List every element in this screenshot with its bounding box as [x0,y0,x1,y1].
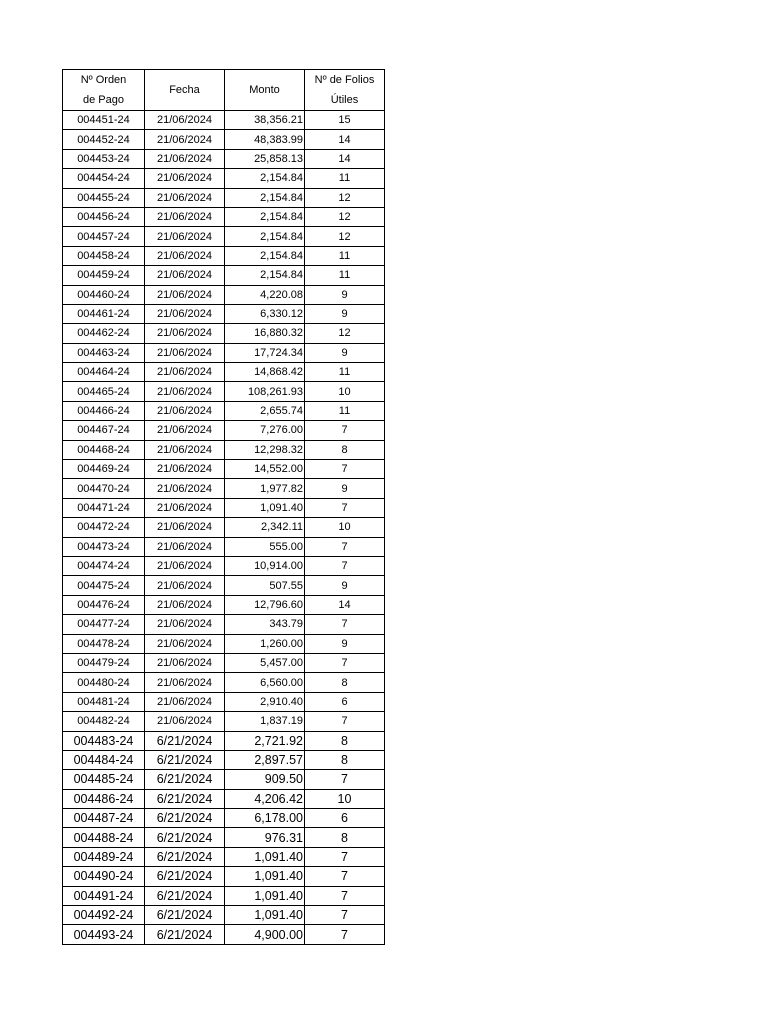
header-folios-utiles [305,70,385,111]
fecha-cell: 21/06/2024 [145,692,225,711]
orden-cell: 004453-24 [63,149,145,168]
fecha-cell: 21/06/2024 [145,440,225,459]
orden-cell: 004468-24 [63,440,145,459]
orden-cell: 004458-24 [63,246,145,265]
fecha-cell: 21/06/2024 [145,246,225,265]
orden-cell: 004470-24 [63,479,145,498]
monto-cell: 6,560.00 [225,673,305,692]
orden-cell: 004469-24 [63,460,145,479]
monto-cell: 343.79 [225,615,305,634]
monto-cell: 14,868.42 [225,363,305,382]
monto-cell: 2,154.84 [225,169,305,188]
folios-cell: 8 [305,731,385,750]
orden-cell: 004455-24 [63,188,145,207]
monto-cell: 1,091.40 [225,867,305,886]
orden-cell: 004474-24 [63,556,145,575]
table-row [63,149,385,168]
folios-cell: 8 [305,440,385,459]
folios-cell: 11 [305,266,385,285]
table-row [63,518,385,537]
monto-cell: 6,330.12 [225,304,305,323]
orden-cell: 004456-24 [63,207,145,226]
fecha-cell: 21/06/2024 [145,537,225,556]
orden-cell: 004462-24 [63,324,145,343]
table-row [63,304,385,323]
orden-cell: 004467-24 [63,421,145,440]
table-row [63,556,385,575]
orden-cell: 004460-24 [63,285,145,304]
table-row [63,595,385,614]
payment-orders-table [62,69,385,945]
fecha-cell: 21/06/2024 [145,227,225,246]
table-row [63,886,385,905]
fecha-cell: 21/06/2024 [145,188,225,207]
monto-cell: 2,721.92 [225,731,305,750]
fecha-cell: 21/06/2024 [145,169,225,188]
fecha-cell: 21/06/2024 [145,304,225,323]
fecha-cell: 21/06/2024 [145,207,225,226]
orden-cell: 004475-24 [63,576,145,595]
table-row [63,285,385,304]
orden-cell: 004454-24 [63,169,145,188]
orden-cell: 004493-24 [63,925,145,944]
header-folios-line-2: Útiles [330,94,359,106]
monto-cell: 1,260.00 [225,634,305,653]
orden-cell: 004479-24 [63,653,145,672]
monto-cell: 1,091.40 [225,906,305,925]
fecha-cell: 6/21/2024 [145,906,225,925]
folios-cell: 11 [305,401,385,420]
table-row [63,111,385,130]
fecha-cell: 21/06/2024 [145,673,225,692]
orden-cell: 004485-24 [63,770,145,789]
monto-cell: 1,977.82 [225,479,305,498]
monto-cell: 909.50 [225,770,305,789]
folios-cell: 7 [305,925,385,944]
folios-cell: 8 [305,750,385,769]
folios-cell: 12 [305,227,385,246]
orden-cell: 004481-24 [63,692,145,711]
monto-cell: 4,900.00 [225,925,305,944]
table-row [63,809,385,828]
folios-cell: 7 [305,906,385,925]
monto-cell: 6,178.00 [225,809,305,828]
table-row [63,692,385,711]
folios-cell: 15 [305,111,385,130]
fecha-cell: 21/06/2024 [145,401,225,420]
fecha-cell: 6/21/2024 [145,847,225,866]
table-row [63,576,385,595]
fecha-cell: 21/06/2024 [145,285,225,304]
header-orden-line-1: Nº Orden [80,74,127,86]
orden-cell: 004477-24 [63,615,145,634]
folios-cell: 12 [305,188,385,207]
table-row [63,498,385,517]
table-row [63,828,385,847]
folios-cell: 9 [305,285,385,304]
table-row [63,207,385,226]
orden-cell: 004480-24 [63,673,145,692]
monto-cell: 1,091.40 [225,498,305,517]
fecha-cell: 21/06/2024 [145,460,225,479]
folios-cell: 10 [305,518,385,537]
table-row [63,266,385,285]
fecha-cell: 6/21/2024 [145,789,225,808]
folios-cell: 7 [305,537,385,556]
orden-cell: 004492-24 [63,906,145,925]
table-row [63,673,385,692]
folios-cell: 11 [305,169,385,188]
monto-cell: 1,091.40 [225,847,305,866]
monto-cell: 2,897.57 [225,750,305,769]
orden-cell: 004483-24 [63,731,145,750]
table-row [63,712,385,731]
fecha-cell: 6/21/2024 [145,809,225,828]
header-folios-line-1: Nº de Folios [314,74,375,86]
table-row [63,324,385,343]
table-row [63,440,385,459]
header-fecha: Fecha [145,70,225,111]
folios-cell: 7 [305,653,385,672]
orden-cell: 004472-24 [63,518,145,537]
fecha-cell: 6/21/2024 [145,828,225,847]
orden-cell: 004484-24 [63,750,145,769]
orden-cell: 004482-24 [63,712,145,731]
fecha-cell: 21/06/2024 [145,363,225,382]
folios-cell: 7 [305,421,385,440]
folios-cell: 7 [305,847,385,866]
folios-cell: 7 [305,615,385,634]
folios-cell: 14 [305,595,385,614]
monto-cell: 38,356.21 [225,111,305,130]
fecha-cell: 21/06/2024 [145,382,225,401]
table-row [63,789,385,808]
fecha-cell: 6/21/2024 [145,925,225,944]
folios-cell: 6 [305,809,385,828]
table-row [63,770,385,789]
monto-cell: 7,276.00 [225,421,305,440]
monto-cell: 5,457.00 [225,653,305,672]
table-row [63,847,385,866]
table-header-row [63,70,385,111]
orden-cell: 004491-24 [63,886,145,905]
table-row [63,401,385,420]
table-row [63,906,385,925]
orden-cell: 004471-24 [63,498,145,517]
fecha-cell: 21/06/2024 [145,149,225,168]
fecha-cell: 21/06/2024 [145,111,225,130]
folios-cell: 7 [305,460,385,479]
folios-cell: 12 [305,207,385,226]
table-body [63,111,385,945]
orden-cell: 004457-24 [63,227,145,246]
monto-cell: 12,298.32 [225,440,305,459]
folios-cell: 9 [305,576,385,595]
orden-cell: 004465-24 [63,382,145,401]
orden-cell: 004463-24 [63,343,145,362]
folios-cell: 9 [305,634,385,653]
monto-cell: 16,880.32 [225,324,305,343]
header-orden-de-pago [63,70,145,111]
fecha-cell: 6/21/2024 [145,750,225,769]
fecha-cell: 6/21/2024 [145,886,225,905]
monto-cell: 507.55 [225,576,305,595]
table-row [63,479,385,498]
fecha-cell: 21/06/2024 [145,324,225,343]
monto-cell: 12,796.60 [225,595,305,614]
fecha-cell: 21/06/2024 [145,595,225,614]
table-row [63,460,385,479]
folios-cell: 7 [305,770,385,789]
folios-cell: 9 [305,343,385,362]
table-row [63,634,385,653]
folios-cell: 7 [305,886,385,905]
fecha-cell: 21/06/2024 [145,518,225,537]
monto-cell: 25,858.13 [225,149,305,168]
header-monto: Monto [225,70,305,111]
fecha-cell: 21/06/2024 [145,130,225,149]
orden-cell: 004487-24 [63,809,145,828]
orden-cell: 004452-24 [63,130,145,149]
table-row [63,615,385,634]
table-row [63,169,385,188]
monto-cell: 1,837.19 [225,712,305,731]
folios-cell: 8 [305,673,385,692]
fecha-cell: 21/06/2024 [145,266,225,285]
orden-cell: 004464-24 [63,363,145,382]
orden-cell: 004478-24 [63,634,145,653]
fecha-cell: 21/06/2024 [145,556,225,575]
folios-cell: 12 [305,324,385,343]
fecha-cell: 6/21/2024 [145,770,225,789]
monto-cell: 1,091.40 [225,886,305,905]
fecha-cell: 21/06/2024 [145,634,225,653]
orden-cell: 004489-24 [63,847,145,866]
table-row [63,188,385,207]
orden-cell: 004476-24 [63,595,145,614]
fecha-cell: 21/06/2024 [145,576,225,595]
folios-cell: 7 [305,556,385,575]
monto-cell: 2,910.40 [225,692,305,711]
table-row [63,925,385,944]
folios-cell: 6 [305,692,385,711]
monto-cell: 108,261.93 [225,382,305,401]
table-row [63,421,385,440]
monto-cell: 2,154.84 [225,246,305,265]
fecha-cell: 21/06/2024 [145,479,225,498]
fecha-cell: 21/06/2024 [145,421,225,440]
fecha-cell: 21/06/2024 [145,712,225,731]
table-row [63,227,385,246]
orden-cell: 004490-24 [63,867,145,886]
orden-cell: 004488-24 [63,828,145,847]
folios-cell: 7 [305,498,385,517]
fecha-cell: 21/06/2024 [145,653,225,672]
table-row [63,246,385,265]
fecha-cell: 21/06/2024 [145,615,225,634]
monto-cell: 2,342.11 [225,518,305,537]
monto-cell: 4,220.08 [225,285,305,304]
monto-cell: 2,655.74 [225,401,305,420]
monto-cell: 2,154.84 [225,266,305,285]
folios-cell: 7 [305,712,385,731]
orden-cell: 004486-24 [63,789,145,808]
orden-cell: 004461-24 [63,304,145,323]
folios-cell: 11 [305,363,385,382]
monto-cell: 976.31 [225,828,305,847]
table-row [63,750,385,769]
folios-cell: 10 [305,789,385,808]
folios-cell: 11 [305,246,385,265]
orden-cell: 004473-24 [63,537,145,556]
monto-cell: 14,552.00 [225,460,305,479]
monto-cell: 555.00 [225,537,305,556]
orden-cell: 004459-24 [63,266,145,285]
table-row [63,653,385,672]
monto-cell: 17,724.34 [225,343,305,362]
table-row [63,130,385,149]
table-row [63,382,385,401]
header-orden-line-2: de Pago [83,94,124,106]
fecha-cell: 21/06/2024 [145,343,225,362]
table-row [63,731,385,750]
folios-cell: 14 [305,149,385,168]
folios-cell: 8 [305,828,385,847]
monto-cell: 2,154.84 [225,207,305,226]
monto-cell: 48,383.99 [225,130,305,149]
monto-cell: 4,206.42 [225,789,305,808]
fecha-cell: 6/21/2024 [145,731,225,750]
table-row [63,537,385,556]
table-row [63,363,385,382]
table-row [63,343,385,362]
table-row [63,867,385,886]
folios-cell: 9 [305,304,385,323]
fecha-cell: 6/21/2024 [145,867,225,886]
folios-cell: 14 [305,130,385,149]
orden-cell: 004466-24 [63,401,145,420]
fecha-cell: 21/06/2024 [145,498,225,517]
folios-cell: 7 [305,867,385,886]
folios-cell: 10 [305,382,385,401]
monto-cell: 10,914.00 [225,556,305,575]
monto-cell: 2,154.84 [225,227,305,246]
monto-cell: 2,154.84 [225,188,305,207]
folios-cell: 9 [305,479,385,498]
orden-cell: 004451-24 [63,111,145,130]
